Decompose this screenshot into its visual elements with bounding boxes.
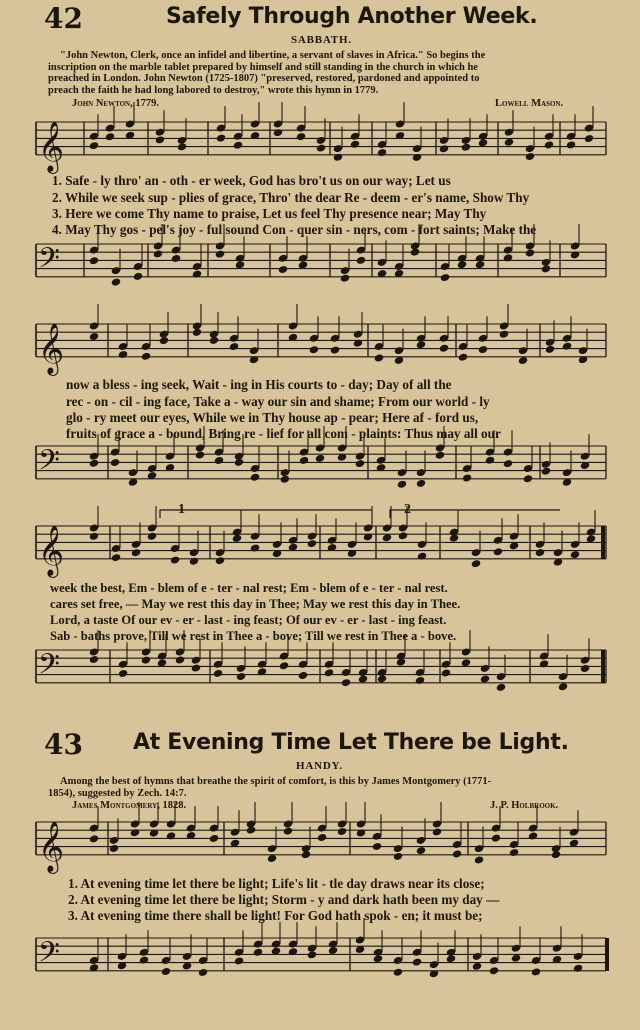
note-head (175, 655, 186, 664)
note-head (309, 345, 320, 354)
lyric-line: fruits of grace a - bound, Bring re - lief for all com - plaints: Thus may all our (66, 426, 501, 441)
intro-line: preached in London. John Newton (1725-1807) "preserved, restored, pardoned and appointed to (48, 73, 480, 84)
note-head (333, 153, 344, 162)
note-head (461, 143, 472, 152)
bass-clef: 𝄢 (38, 647, 60, 688)
note-head (340, 274, 351, 283)
intro-line: 1854), suggested by Zech. 14:7. (48, 787, 187, 799)
note-head (130, 828, 141, 837)
note-head (278, 265, 289, 274)
note-head (159, 336, 170, 345)
note-head (558, 682, 569, 691)
note-head (215, 556, 226, 565)
note-head (503, 253, 514, 262)
note-head (416, 340, 427, 349)
note-head (89, 256, 100, 265)
first-ending-marker: 1 (178, 502, 185, 517)
note-head (89, 834, 100, 843)
note-head (141, 656, 152, 665)
note-head (415, 676, 426, 685)
note-head (491, 834, 502, 843)
note-head (439, 144, 450, 153)
hymn-43-intro (48, 776, 608, 799)
note-head (539, 659, 550, 668)
intro-line: preach the faith he had long labored to destroy," wrote this hymn in 1779. (48, 84, 379, 96)
lyric-line: Lord, a taste Of our ev - er - last - ing feast; Of our ev - er - last - ing feast. (50, 613, 447, 627)
note-head (229, 342, 240, 351)
treble-clef: 𝄞 (38, 524, 65, 576)
note-head (551, 850, 562, 859)
note-head (301, 850, 312, 859)
note-head (315, 454, 326, 463)
note-head (435, 451, 446, 460)
note-head (250, 473, 261, 482)
intro-line: Among the best of hymns that breathe the spirit of comfort, is this by James Montgomery (1771- (60, 776, 492, 787)
note-head (89, 655, 100, 664)
note-head (105, 132, 116, 141)
note-head (541, 264, 552, 273)
bass-clef: 𝄢 (38, 241, 60, 282)
hymn-43-composer: J. P. Holbrook. (490, 800, 559, 811)
note-head (432, 827, 443, 836)
treble-clef: 𝄞 (38, 820, 65, 872)
note-head (118, 669, 129, 678)
note-head (566, 140, 577, 149)
note-head (198, 968, 209, 977)
note-head (253, 948, 264, 957)
note-head (350, 140, 361, 149)
note-head (377, 674, 388, 683)
note-head (236, 672, 247, 681)
hymn-42-title: Safely Through Another Week. (166, 4, 538, 29)
note-head (573, 964, 584, 973)
note-head (489, 966, 500, 975)
note-head (410, 248, 421, 257)
hymn-42-intro (48, 50, 598, 96)
note-head (307, 950, 318, 959)
note-head (504, 138, 515, 147)
note-head (171, 254, 182, 263)
note-head (139, 955, 150, 964)
note-head (337, 827, 348, 836)
note-head (324, 668, 335, 677)
final-barline (605, 938, 609, 971)
final-barline (601, 526, 605, 559)
note-head (570, 550, 581, 559)
note-head (298, 671, 309, 680)
lyric-line: 1. Safe - ly thro' an - oth - er week, God has bro't us on our way; Let us (52, 173, 451, 188)
note-head (141, 352, 152, 361)
bass-clef: 𝄢 (38, 935, 60, 976)
note-head (195, 450, 206, 459)
note-head (480, 674, 491, 683)
note-head (215, 250, 226, 259)
note-head (111, 278, 122, 287)
note-head (283, 826, 294, 835)
note-head (545, 345, 556, 354)
note-head (393, 968, 404, 977)
note-head (570, 250, 581, 259)
note-head (273, 128, 284, 137)
note-head (250, 543, 261, 552)
intro-line: inscription on the marble tablet prepared by himself and still standing in the church in which he (48, 61, 478, 73)
lyric-line: 2. While we seek sup - plies of grace, Thro' the dear Re - deem - er's name, Show Thy (52, 190, 530, 205)
hymn-43-title: At Evening Time Let There be Light. (133, 730, 569, 755)
note-head (110, 458, 121, 467)
second-ending-marker: 2 (404, 502, 411, 517)
note-head (296, 132, 307, 141)
note-head (170, 555, 181, 564)
note-head (398, 531, 409, 540)
treble-clef: 𝄞 (38, 322, 65, 374)
lyric-line: 3. Here we come Thy name to praise, Let us feel Thy presence near; May Thy (52, 206, 487, 221)
note-head (189, 557, 200, 566)
note-head (580, 664, 591, 673)
note-head (509, 848, 520, 857)
lyric-line: 4. May Thy gos - pel's joy - ful sound Con - quer sin - ners, com - fort saints; Make the (52, 222, 537, 237)
note-head (374, 353, 385, 362)
lyric-line: 2. At evening time let there be light; Storm - y and dark hath been my day — (68, 892, 500, 907)
note-head (307, 539, 318, 548)
note-head (458, 353, 469, 362)
note-head (192, 328, 203, 337)
lyric-line: week the best, Em - blem of e - ter - nal rest; Em - blem of e - ter - nal rest. (50, 581, 448, 595)
note-head (214, 456, 225, 465)
second-ending-bracket (390, 510, 560, 518)
note-head (393, 852, 404, 861)
note-head (109, 844, 120, 853)
note-head (528, 831, 539, 840)
hymn-42-composer: Lowell Mason. (495, 98, 564, 109)
note-head (446, 954, 457, 963)
note-head (330, 345, 341, 354)
hymn-43-number: 43 (44, 728, 83, 761)
note-head (496, 683, 507, 692)
note-head (280, 475, 291, 484)
note-head (531, 967, 542, 976)
note-head (377, 148, 388, 157)
note-head (216, 134, 227, 143)
note-head (372, 842, 383, 851)
note-head (373, 954, 384, 963)
lyric-line: cares set free, — May we rest this day in Thee; May we rest this day in Thee. (50, 597, 461, 611)
note-head (485, 456, 496, 465)
treble-clef: 𝄞 (38, 120, 65, 172)
note-head (412, 153, 423, 162)
note-head (328, 946, 339, 955)
note-head (177, 142, 188, 151)
note-head (133, 272, 144, 281)
note-head (416, 479, 427, 488)
note-head (417, 552, 428, 561)
note-head (499, 330, 510, 339)
note-head (416, 846, 427, 855)
note-head (457, 260, 468, 269)
note-head (166, 831, 177, 840)
first-ending-bracket (160, 510, 372, 518)
note-head (523, 474, 534, 483)
intro-line: "John Newton, Clerk, once an infidel and libertine, a servant of slaves in Africa." So begins the (60, 50, 486, 61)
hymn-43-tune: HANDY. (296, 760, 343, 772)
note-head (299, 456, 310, 465)
note-head (462, 473, 473, 482)
note-head (233, 141, 244, 150)
note-head (89, 332, 100, 341)
note-head (234, 956, 245, 965)
hymn-42-tune: SABBATH. (291, 34, 352, 46)
note-head (246, 825, 257, 834)
note-head (147, 532, 158, 541)
note-head (288, 947, 299, 956)
lyric-line: 1. At evening time let there be light; Life's lit - tle day draws near its close; (68, 876, 485, 891)
note-head (541, 467, 552, 476)
note-head (161, 967, 172, 976)
note-head (234, 458, 245, 467)
note-head (317, 833, 328, 842)
hymn-42-author: John Newton, 1779. (72, 98, 159, 109)
note-head (478, 345, 489, 354)
note-head (525, 248, 536, 257)
final-barline (601, 650, 605, 683)
note-head (89, 459, 100, 468)
note-head (412, 957, 423, 966)
note-head (503, 459, 514, 468)
note-head (525, 152, 536, 161)
note-head (471, 559, 482, 568)
lyric-line: rec - on - cil - ing face, Take a - way our sin and shame; From our world - ly (66, 394, 490, 409)
note-head (232, 534, 243, 543)
note-head (475, 260, 486, 269)
note-head (279, 661, 290, 670)
note-head (356, 256, 367, 265)
note-head (209, 834, 220, 843)
lyric-line: now a bless - ing seek, Wait - ing in His courts to - day; Day of all the (66, 377, 452, 392)
lyric-line: glo - ry meet our eyes, While we in Thy house ap - pear; Here af - ford us, (66, 410, 479, 425)
note-head (209, 336, 220, 345)
note-head (397, 480, 408, 489)
note-head (441, 668, 452, 677)
note-head (89, 532, 100, 541)
note-head (213, 669, 224, 678)
note-head (562, 342, 573, 351)
note-head (535, 548, 546, 557)
bass-clef: 𝄢 (38, 443, 60, 484)
note-head (355, 459, 366, 468)
note-head (474, 855, 485, 864)
note-head (452, 849, 463, 858)
note-head (396, 657, 407, 666)
note-head (439, 344, 450, 353)
note-head (316, 143, 327, 152)
note-head (131, 548, 142, 557)
lyric-line: Sab - baths prove, Till we rest in Thee a - bove; Till we rest in Thee a - bove. (50, 629, 457, 643)
note-head (440, 273, 451, 282)
note-head (493, 547, 504, 556)
note-head (111, 553, 122, 562)
note-head (544, 140, 555, 149)
note-head (89, 141, 100, 150)
note-head (341, 678, 352, 687)
note-head (449, 534, 460, 543)
note-head (155, 135, 166, 144)
lyric-line: 3. At evening time there shall be light! For God hath spok - en; it must be; (68, 908, 483, 923)
note-head (118, 350, 129, 359)
note-head (584, 134, 595, 143)
hymn-43-author: James Montgomery, 1828. (72, 800, 187, 811)
hymn-42-number: 42 (44, 2, 83, 35)
note-head (191, 663, 202, 672)
note-head (153, 249, 164, 258)
